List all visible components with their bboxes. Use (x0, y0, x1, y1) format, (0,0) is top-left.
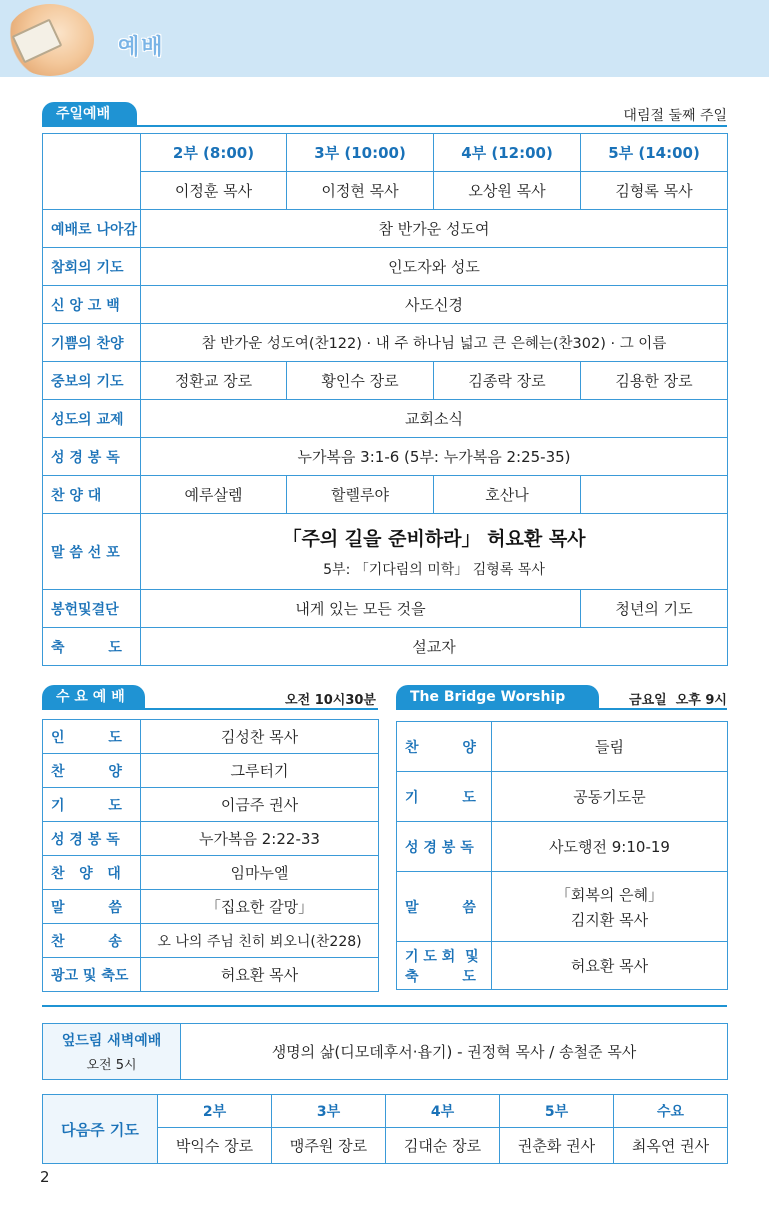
wed-value-6: 「집요한 갈망」 (141, 890, 379, 924)
praise-label: 기쁨의 찬양 (43, 324, 141, 362)
next-header-2: 3부 (272, 1095, 386, 1128)
repent-value: 인도자와 성도 (141, 248, 728, 286)
next-header-1: 2부 (158, 1095, 272, 1128)
wed-label-2: 찬 양 (43, 754, 141, 788)
sunday-worship-table (42, 133, 728, 666)
sermon-cell (141, 514, 728, 590)
scripture-value: 누가복음 3:1-6 (5부: 누가복음 2:25-35) (141, 438, 728, 476)
benediction-value: 설교자 (141, 628, 728, 666)
week-label: 대림절 둘째 주일 (623, 108, 727, 124)
fellowship-value: 교회소식 (141, 400, 728, 438)
bridge-value-2: 공동기도문 (492, 772, 728, 822)
wed-value-8: 허요환 목사 (141, 958, 379, 992)
bridge-sermon-title: 「회복의 은혜」 (555, 885, 664, 904)
leader-2: 이정훈 목사 (141, 172, 287, 210)
wed-label-5: 찬 양 대 (43, 856, 141, 890)
service-5: 5부 (14:00) (581, 134, 728, 172)
wed-value-4: 누가복음 2:22-33 (141, 822, 379, 856)
next-name-2: 맹주원 장로 (272, 1128, 386, 1164)
corner-cell (43, 134, 141, 210)
sunday-divider (42, 125, 727, 127)
bridge-worship-tab: The Bridge Worship (396, 685, 599, 709)
choir-3: 할렐루야 (287, 476, 434, 514)
next-header-3: 4부 (386, 1095, 500, 1128)
wed-value-7: 오 나의 주님 친히 뵈오니(찬228) (141, 924, 379, 958)
next-prayer-table (42, 1094, 728, 1164)
scripture-label: 성 경 봉 독 (43, 438, 141, 476)
dawn-value: 생명의 삶(디모데후서·욥기) - 권정혁 목사 / 송철준 목사 (181, 1024, 728, 1080)
repent-label: 참회의 기도 (43, 248, 141, 286)
bridge-time: 금요일 오후 9시 (629, 693, 727, 708)
offering-value-5: 청년의 기도 (581, 590, 728, 628)
next-name-1: 박익수 장로 (158, 1128, 272, 1164)
offering-label: 봉헌및결단 (43, 590, 141, 628)
bridge-label-4: 말 씀 (397, 872, 492, 942)
sunday-worship-tab: 주일예배 (42, 102, 137, 126)
wed-value-5: 임마누엘 (141, 856, 379, 890)
service-3: 3부 (10:00) (287, 134, 434, 172)
bridge-label-5-cell (397, 942, 492, 990)
wed-value-3: 이금주 권사 (141, 788, 379, 822)
dawn-label-cell (43, 1024, 181, 1080)
creed-value: 사도신경 (141, 286, 728, 324)
bridge-value-1: 들림 (492, 722, 728, 772)
bridge-sermon-speaker: 김지환 목사 (570, 910, 649, 929)
sermon-label: 말 씀 선 포 (43, 514, 141, 590)
bridge-value-5: 허요환 목사 (492, 942, 728, 990)
next-header-5: 수요 (614, 1095, 728, 1128)
offering-value: 내게 있는 모든 것을 (141, 590, 581, 628)
next-prayer-label: 다음주 기도 (43, 1095, 158, 1164)
approach-label: 예배로 나아감 (43, 210, 141, 248)
choir-2: 예루살렘 (141, 476, 287, 514)
dawn-worship-table (42, 1023, 728, 1080)
praise-value: 참 반가운 성도여(찬122) · 내 주 하나님 넓고 큰 은혜는(찬302) · 그 이름 (141, 324, 728, 362)
wednesday-divider (42, 708, 378, 710)
page-number: 2 (40, 1168, 50, 1186)
page-title: 예배 (118, 35, 165, 60)
intercession-2: 정환교 장로 (141, 362, 287, 400)
intercession-label: 중보의 기도 (43, 362, 141, 400)
bridge-label-5b: 축 도 (405, 968, 476, 985)
intercession-3: 황인수 장로 (287, 362, 434, 400)
bridge-label-2: 기 도 (397, 772, 492, 822)
creed-label: 신 앙 고 백 (43, 286, 141, 324)
next-name-4: 권춘화 권사 (500, 1128, 614, 1164)
dawn-time: 오전 5시 (86, 1058, 137, 1073)
choir-4: 호산나 (434, 476, 581, 514)
service-4: 4부 (12:00) (434, 134, 581, 172)
fellowship-label: 성도의 교제 (43, 400, 141, 438)
wednesday-worship-tab: 수 요 예 배 (42, 685, 145, 709)
next-header-4: 5부 (500, 1095, 614, 1128)
bridge-value-3: 사도행전 9:10-19 (492, 822, 728, 872)
wed-value-2: 그루터기 (141, 754, 379, 788)
sermon-sub: 5부: 「기다림의 미학」 김형록 목사 (323, 562, 545, 578)
wed-label-4: 성 경 봉 독 (43, 822, 141, 856)
header-banner (0, 0, 769, 77)
bridge-sermon-cell (492, 872, 728, 942)
bridge-label-1: 찬 양 (397, 722, 492, 772)
sermon-title: 「주의 길을 준비하라」 허요환 목사 (282, 528, 586, 550)
intercession-4: 김종락 장로 (434, 362, 581, 400)
bridge-label-3: 성 경 봉 독 (397, 822, 492, 872)
bridge-label-5: 기 도 회 및 (405, 948, 479, 965)
bridge-divider (396, 708, 727, 710)
wed-label-8: 광고 및 축도 (43, 958, 141, 992)
praying-hands-bible-image (6, 4, 94, 76)
leader-3: 이정현 목사 (287, 172, 434, 210)
wednesday-worship-table (42, 719, 379, 992)
service-2: 2부 (8:00) (141, 134, 287, 172)
wed-label-7: 찬 송 (43, 924, 141, 958)
intercession-5: 김용한 장로 (581, 362, 728, 400)
wed-label-1: 인 도 (43, 720, 141, 754)
wed-label-6: 말 씀 (43, 890, 141, 924)
leader-5: 김형록 목사 (581, 172, 728, 210)
bridge-worship-table (396, 721, 728, 990)
approach-value: 참 반가운 성도여 (141, 210, 728, 248)
next-name-3: 김대순 장로 (386, 1128, 500, 1164)
wednesday-time: 오전 10시30분 (285, 693, 376, 708)
wed-value-1: 김성찬 목사 (141, 720, 379, 754)
choir-5 (581, 476, 728, 514)
benediction-label: 축 도 (43, 628, 141, 666)
section-separator (42, 1005, 727, 1007)
choir-label: 찬 양 대 (43, 476, 141, 514)
next-name-5: 최옥연 권사 (614, 1128, 728, 1164)
dawn-label: 엎드림 새벽예배 (61, 1033, 162, 1049)
wed-label-3: 기 도 (43, 788, 141, 822)
leader-4: 오상원 목사 (434, 172, 581, 210)
